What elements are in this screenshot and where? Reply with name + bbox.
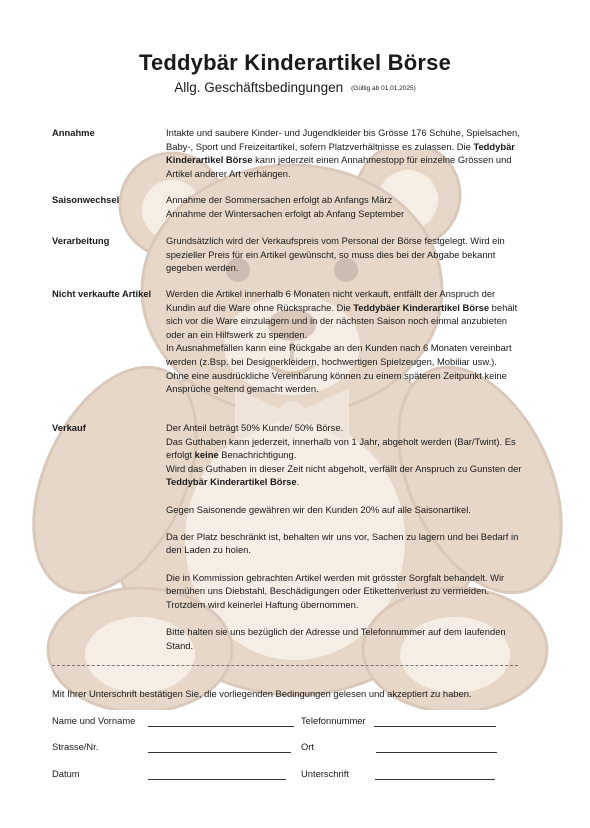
section-verarbeitung [52,234,532,275]
street-field[interactable] [148,752,291,753]
body-text: kann jederzeit einen Annahmestopp für einzelne Grössen und Artikel anderer Art verhängen. [166,154,512,179]
body-text: Werden die Artikel innerhalb 6 Monaten nicht verkauft, entfällt der Anspruch der Kundin auf die Ware ohne Rücksprache. Die [166,288,496,313]
city-label: Ort [301,741,315,752]
body-text: Die in Kommission gebrachten Artikel werden mit grösster Sorgfalt behandelt. Wir bemühen uns Diebstahl, Beschädigungen oder Etikettenverlust zu vermeiden. Trotzdem wird keinerlei Haftung übernommen. [166,571,505,610]
section-body [166,234,526,275]
body-text: Bitte halten sie uns bezüglich der Adresse und Telefonnummer auf dem laufenden Stand. [166,625,506,651]
body-text: Da der Platz beschränkt ist, behalten wir uns vor, Sachen zu lagern und bei Bedarf in den Laden zu holen. [166,530,519,556]
section-label: Annahme [52,127,95,138]
section-body [166,421,526,652]
section-body [166,126,526,180]
city-field[interactable] [376,752,497,753]
section-verkauf [52,421,532,652]
section-saisonwechsel [52,193,532,220]
street-label: Strasse/Nr. [52,741,99,752]
body-text: Der Anteil beträgt 50% Kunde/ 50% Börse. [166,422,344,433]
signature-field[interactable] [375,779,495,780]
body-text: Benachrichtigung. [218,449,297,461]
body-text: Das Guthaben kann jederzeit, innerhalb von 1 Jahr, abgeholt werden (Bar/Twint). Es erfolgt [166,435,516,461]
validity-note: (Gültig ab 01.01.2025) [351,85,416,92]
signature-label: Unterschrift [301,768,349,779]
section-label: Saisonwechsel [52,194,120,205]
date-label: Datum [52,768,80,779]
name-field[interactable] [148,726,294,727]
section-label: Verarbeitung [52,235,110,246]
section-label: Nicht verkaufte Artikel [52,288,152,299]
subtitle-text: Allg. Geschäftsbedingungen [174,80,344,95]
phone-label: Telefonnummer [301,715,366,726]
section-annahme [52,126,532,180]
body-text: Annahme der Wintersachen erfolgt ab Anfang September [166,207,405,219]
dashed-divider [52,665,518,666]
body-text: Grundsätzlich wird der Verkaufspreis vom Personal der Börse festgelegt. Wird ein spezieller Preis für ein Artikel gewünscht, so muss dies bei der Abgabe bekannt gegeben werden. [166,235,505,274]
confirmation-text: Mit Ihrer Unterschrift bestätigen Sie, die vorliegenden Bedingungen gelesen und akzeptiert zu haben. [52,688,472,699]
brand-name: Teddybär Kinderartikel Börse [166,476,297,488]
body-text: . [296,476,300,488]
phone-field[interactable] [374,726,496,727]
date-field[interactable] [148,779,286,780]
section-nicht-verkaufte-artikel [52,287,532,396]
body-text: behält sich vor die Ware einzulagern und in der nächsten Saison noch einmal anzubieten oder an ein Hilfswerk zu spenden. [166,301,518,340]
section-body [166,287,526,396]
emphasis-text: keine [194,449,219,461]
body-text: Ohne eine ausdrückliche Vereinbarung können zu einem späteren Zeitpunkt keine Ansprüche geltend gemacht werden. [166,369,507,395]
body-text: Intakte und saubere Kinder- und Jugendkleider bis Grösse 176 Schuhe, Spielsachen, Baby-, Sport und Freizeitartikel, sofern Platzverhältnisse es zulassen. Die [166,127,520,152]
body-text: In Ausnahmefällen kann eine Rückgabe an den Kunden nach 6 Monaten vereinbart werden (z.Bsp. bei Designerkleidern, hochwertigen Spielzeugen, Mobiliar usw.). [166,342,512,367]
section-body [166,193,526,220]
body-text: Wird das Guthaben in dieser Zeit nicht abgeholt, verfällt der Anspruch zu Gunsten der [166,462,522,474]
section-label: Verkauf [52,422,86,433]
name-label: Name und Vorname [52,715,136,726]
page-title: Teddybär Kinderartikel Börse [138,50,452,75]
brand-name: Teddybär Kinderartikel Börse [166,140,515,166]
body-text: Gegen Saisonende gewähren wir den Kunden 20% auf alle Saisonartikel. [166,503,471,515]
brand-name: Teddybäer Kinderartikel Börse [353,301,490,313]
page-subtitle [0,80,590,95]
body-text: Annahme der Sommersachen erfolgt ab Anfangs März [166,194,393,205]
